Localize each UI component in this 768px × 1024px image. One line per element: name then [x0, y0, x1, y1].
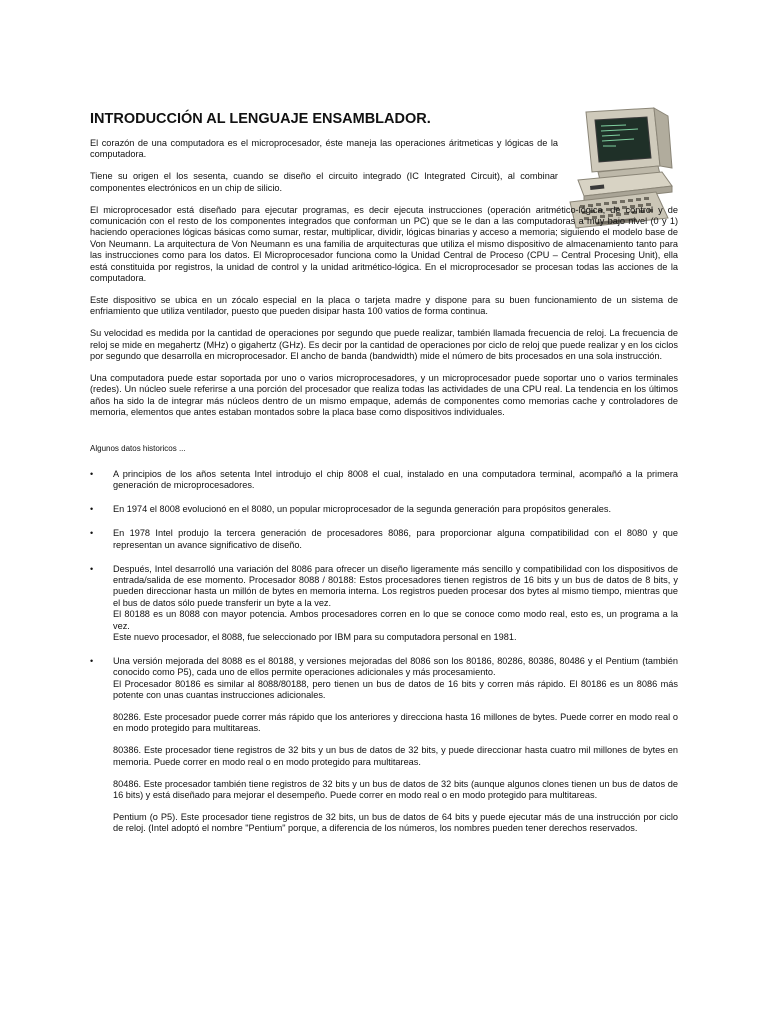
paragraph-microprocessor: El microprocesador está diseñado para ejecutar programas, es decir ejecuta instrucciones (operación aritmético-lógica, de control y de comunicación con el resto de los componentes integrados que conforman un PC) que se le dan a las computadoras a muy bajo nivel (0 y 1) haciendo operaciones lógicas básicas como sumar, restar, multiplicar, dividir, lógicas binarias y acceso a memoria; siguiendo el modelo base de Von Neumann. La arquitectura de Von Neumann es una familia de arquitecturas que utiliza el mismo dispositivo de almacenamiento tanto para las instrucciones como para los datos. El Microprocesador funciona como la Unidad Central de Proceso (CPU – Central Procesing Unit), ella está constituida por registros, la unidad de control y la unidad aritmético-lógica. En el microprocesador se procesan todas las acciones de la computadora. [90, 204, 678, 284]
document-body [90, 111, 678, 847]
list-item: • A principios de los años setenta Intel introdujo el chip 8008 el cual, instalado en una computadora terminal, acompañó a la primera generación de microprocesadores. [90, 469, 678, 491]
list-item: • En 1974 el 8008 evolucionó en el 8080, un popular microprocesador de la segunda generación para propósitos generales. [90, 504, 612, 515]
processor-80286: 80286. Este procesador puede correr más rápido que los anteriores y direcciona hasta 16 millones de bytes. Puede correr en modo real o en modo protegido para multitareas. [113, 712, 678, 734]
processor-80486: 80486. Este procesador también tiene registros de 32 bits y un bus de datos de 32 bits (aunque algunos clones tienen un bus de datos de 16 bits) y está diseñado para mejorar el desempeño. Puede correr en modo real o en modo protegido para multitareas. [113, 778, 678, 801]
paragraph-speed: Su velocidad es medida por la cantidad de operaciones por segundo que puede realizar, también llamada frecuencia de reloj. La frecuencia de reloj se mide en megahertz (MHz) o gigahertz (GHz). Es decir por la cantidad de operaciones por ciclo de reloj que puede realizar y en los ciclos por segundo que desarrolla en microprocesador. El ancho de banda (bandwidth) mide el número de bits procesados en una sola instrucción. [90, 328, 678, 362]
bullet-icon: • [90, 504, 94, 515]
processor-pentium: Pentium (o P5). Este procesador tiene registros de 32 bits, un bus de datos de 64 bits y puede ejecutar más de una instrucción por ciclo de reloj. (Intel adoptó el nombre "Pentium" porque, a diferencia de los números, los nombres pueden tener derechos reservados. [113, 811, 678, 834]
list-item: • Después, Intel desarrolló una variación del 8086 para ofrecer un diseño ligeramente más sencillo y compatibilidad con los dispositivos de entrada/salida de ese momento. Procesador 8088 / 80188: Estos procesadores tienen registros de 16 bits y un bus de datos de 8 bits, y pueden direccionar hasta un millón de bytes en memoria interna. Los registros pueden procesar dos bytes al mismo tiempo, mientras que el bus de datos sólo puede transferir un byte a la vez. El 80188 es un 8088 con mayor potencia. Ambos procesadores corren en lo que se conoce como modo real, esto es, un programa a la vez. Este nuevo procesador, el 8088, fue seleccionado por IBM para su computadora personal en 1981. [90, 563, 678, 642]
processor-80386: 80386. Este procesador tiene registros de 32 bits y un bus de datos de 32 bits, y puede direccionar hasta cuatro mil millones de bytes en memoria. Puede correr en modo real o en modo protegido para multitareas. [113, 745, 678, 767]
paragraph-socket: Este dispositivo se ubica en un zócalo especial en la placa o tarjeta madre y dispone para su buen funcionamiento de un sistema de enfriamiento que utiliza ventilador, puesto que pueden disipar hasta 100 vatios de forma continua. [90, 294, 678, 317]
historic-list [90, 469, 678, 835]
bullet-icon: • [90, 563, 94, 574]
bullet-icon: • [90, 469, 94, 480]
paragraph-origin: Tiene su origen el los sesenta, cuando se diseño el circuito integrado (IC Integrated Circuit), al combinar componentes electrónicos en un chip de silicio. [90, 171, 558, 193]
document-title: INTRODUCCIÓN AL LENGUAJE ENSAMBLADOR. [90, 111, 431, 127]
historic-heading: Algunos datos historicos ... [90, 443, 186, 453]
paragraph-intro: El corazón de una computadora es el microprocesador, éste maneja las operaciones áritmeticas y lógicas de la computadora. [90, 138, 558, 160]
bullet-icon: • [90, 655, 94, 666]
list-item: • Una versión mejorada del 8088 es el 80188, y versiones mejoradas del 8086 son los 80186, 80286, 80386, 80486 y el Pentium (también conocido como P5), cada uno de ellos permite operaciones adicionales y más procesamiento. El Procesador 80186 es similar al 8088/80188, pero tienen un bus de datos de 16 bits y corren más rápido. El 80186 es un 8086 más potente con unas cuantas instrucciones adicionales. 80286. Este procesador puede correr más rápido que los anteriores y direcciona hasta 16 millones de bytes. Puede correr en modo real o en modo protegido para multitareas. 80386. Este procesador tiene registros de 32 bits y un bus de datos de 32 bits, y puede direccionar hasta cuatro mil millones de bytes en memoria. Puede correr en modo real o en modo protegido para multitareas. 80486. Este procesador también tiene registros de 32 bits y un bus de datos de 32 bits (aunque algunos clones tienen un bus de datos de 16 bits) y está diseñado para mejorar el desempeño. Puede correr en modo real o en modo protegido para multitareas. Pentium (o P5). Este procesador tiene registros de 32 bits, un bus de datos de 64 bits y puede ejecutar más de una instrucción por ciclo de reloj. (Intel adoptó el nombre "Pentium" porque, a diferencia de los números, los nombres pueden tener derechos reservados. [90, 655, 678, 834]
bullet-icon: • [90, 528, 94, 539]
list-item: • En 1978 Intel produjo la tercera generación de procesadores 8086, para proporcionar alguna compatibilidad con el 8080 y que representan un avance significativo de diseño. [90, 528, 678, 550]
paragraph-cores: Una computadora puede estar soportada por uno o varios microprocesadores, y un microprocesador puede soportar uno o varios terminales (redes). Un núcleo suele referirse a una porción del procesador que realiza todas las actividades de una CPU real. La tendencia en los últimos años ha sido la de integrar más núcleos dentro de un mismo empaque, además de componentes como memorias cache y controladores de memoria, elementos que antes estaban montados sobre la placa base como dispositivos individuales. [90, 373, 678, 418]
